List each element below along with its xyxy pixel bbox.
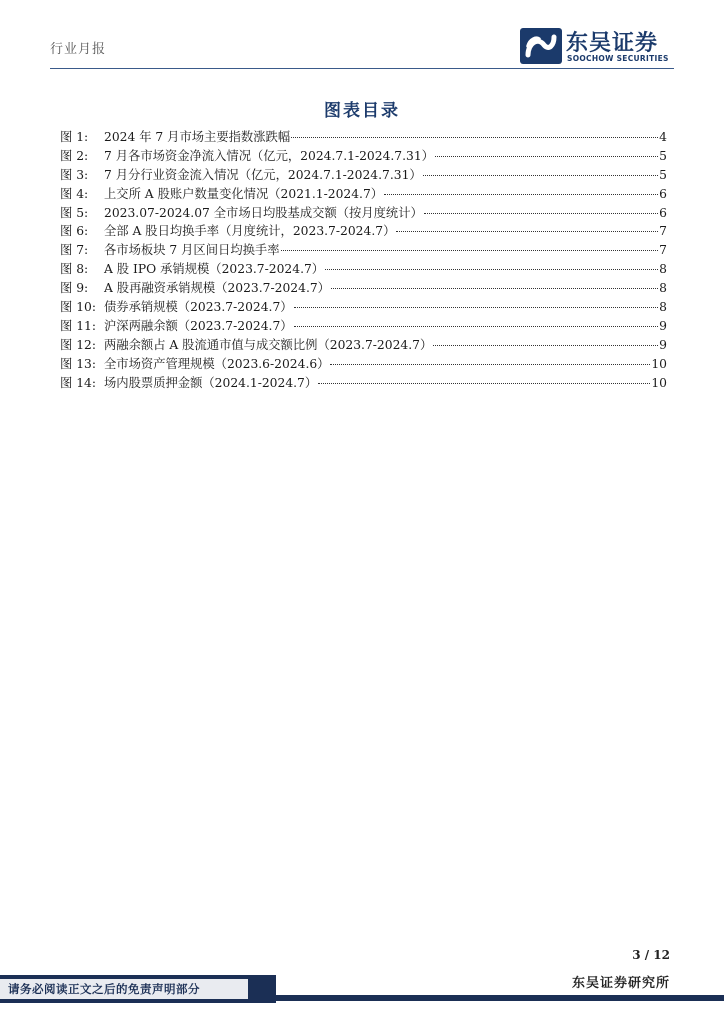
toc-entry-title: A 股再融资承销规模（2023.7-2024.7） [104,281,330,296]
toc-entry-title: 2024 年 7 月市场主要指数涨跌幅 [104,130,291,144]
toc-entry-number: 图 5: [60,205,89,220]
logo-mark-icon [520,28,562,64]
toc-entry-number: 图 4: [60,186,89,201]
toc-entry-title: 7 月各市场资金净流入情况（亿元，2024.7.1-2024.7.31） [104,148,434,163]
toc-entry-number: 图 13: [60,356,96,371]
toc-leader-dots [331,276,658,289]
toc-entry-number: 图 14: [60,375,96,390]
toc-leader-dots [424,201,658,214]
toc-leader-dots [318,371,650,384]
toc-entry-title: 全市场资产管理规模（2023.6-2024.6） [104,356,330,371]
toc-entry-page: 8 [659,262,667,277]
logo-text-cn: 东吴证券 [566,30,659,56]
toc-leader-dots [396,219,658,232]
toc-entry-number: 图 6: [60,224,89,239]
toc-entry-number: 图 12: [60,337,96,352]
toc-entry-title: 2023.07-2024.07 全市场日均股基成交额（按月度统计） [104,205,423,220]
toc-leader-dots [423,163,658,176]
toc-entry-page: 5 [659,148,667,163]
toc-entry-page: 6 [659,205,667,220]
toc-entry-number: 图 1: [60,130,89,144]
disclaimer-text[interactable]: 请务必阅读正文之后的免责声明部分 [0,979,248,999]
toc-entry-page: 5 [659,167,667,182]
toc-leader-dots [294,295,658,308]
toc-entry-page: 7 [659,224,667,239]
footer-org-name: 东吴证券研究所 [571,976,670,991]
report-type-label: 行业月报 [50,42,107,57]
toc-entry-page: 8 [659,281,667,296]
toc-entry-page: 7 [659,243,667,258]
toc-entry-page: 4 [659,130,667,144]
company-logo [520,26,680,66]
toc-leader-dots [291,125,658,138]
toc-entry-page: 9 [659,318,667,333]
toc-leader-dots [294,314,658,327]
toc-entry-title: 沪深两融余额（2023.7-2024.7） [104,318,293,333]
toc-leader-dots [435,144,658,157]
toc-entry-number: 图 8: [60,262,89,277]
toc-leader-dots [433,333,658,346]
toc-entry-title: A 股 IPO 承销规模（2023.7-2024.7） [104,262,325,277]
toc-entry-page: 8 [659,300,667,315]
toc-entry-title: 各市场板块 7 月区间日均换手率 [104,243,280,258]
toc-entry[interactable] [60,374,667,393]
toc-entry-page: 6 [659,186,667,201]
figure-toc-list [60,128,667,392]
toc-leader-dots [384,182,658,195]
toc-entry-number: 图 2: [60,148,89,163]
logo-text-en: SOOCHOW SECURITIES [567,54,669,63]
toc-entry-number: 图 9: [60,281,89,296]
toc-leader-dots [281,238,658,251]
toc-entry-title: 两融余额占 A 股流通市值与成交额比例（2023.7-2024.7） [104,337,433,352]
toc-entry-title: 全部 A 股日均换手率（月度统计，2023.7-2024.7） [104,224,396,239]
toc-entry-title: 上交所 A 股账户数量变化情况（2021.1-2024.7） [104,186,384,201]
toc-entry-number: 图 3: [60,167,89,182]
toc-entry-number: 图 10: [60,300,96,315]
disclaimer-banner [0,975,276,1003]
toc-entry-title: 7 月分行业资金流入情况（亿元，2024.7.1-2024.7.31） [104,167,422,182]
toc-leader-dots [330,352,650,365]
toc-entry-number: 图 11: [60,318,96,333]
toc-title: 图表目录 [324,101,400,121]
toc-entry-title: 场内股票质押金额（2024.1-2024.7） [104,375,318,390]
toc-entry-page: 10 [651,356,667,371]
page-number: 3 / 12 [632,948,670,962]
toc-entry-number: 图 7: [60,243,89,258]
header-divider [50,68,674,69]
toc-entry-page: 9 [659,337,667,352]
toc-leader-dots [325,257,658,270]
toc-entry-page: 10 [651,375,667,390]
toc-entry-title: 债券承销规模（2023.7-2024.7） [104,300,293,315]
